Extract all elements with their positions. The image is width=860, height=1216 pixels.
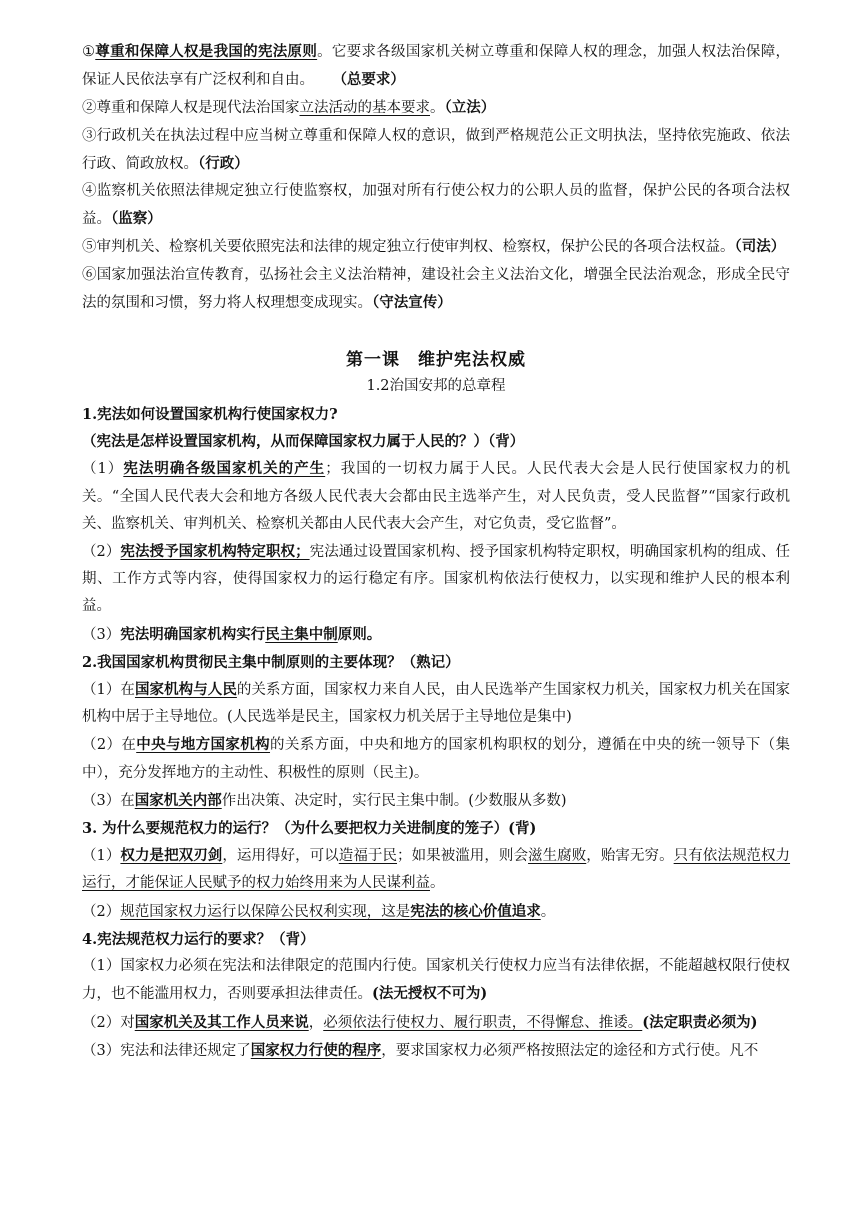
q1-item-3: （3）宪法明确国家机构实行民主集中制原则。	[82, 625, 382, 643]
q3-item-1: （1）权力是把双刃剑，运用得好，可以造福于民；如果被滥用，则会滋生腐败，贻害无穷。只有依法规范权力运行，才能保证人民赋予的权力始终用来为人民谋利益。	[82, 847, 791, 892]
para-3: ③行政机关在执法过程中应当树立尊重和保障人权的意识，做到严格规范公正文明执法，坚持依宪施政、依法行政、简政放权。（行政）	[82, 127, 790, 172]
question-4-title: 4.宪法规范权力运行的要求？（背）	[82, 930, 315, 948]
tag: （司法）	[734, 238, 786, 256]
key-phrase: 尊重和保障人权是我国的宪法原则	[95, 43, 318, 60]
tag: （立法）	[444, 99, 496, 117]
tag: （总要求）	[332, 71, 405, 89]
q4-item-1: （1）国家权力必须在宪法和法律限定的范围内行使。国家机关行使权力应当有法律依据，不能超越权限行使权力，也不能滥用权力，否则要承担法律责任。(法无授权不可为)	[82, 958, 790, 1003]
question-1-title: 1.宪法如何设置国家机构行使国家权力?	[82, 406, 338, 424]
q4-item-3: （3）宪法和法律还规定了国家权力行使的程序，要求国家权力必须严格按照法定的途径和方式行使。凡不	[82, 1041, 759, 1059]
para-5: ⑤审判机关、检察机关要依照宪法和法律的规定独立行使审判权、检察权，保护公民的各项合法权益。（司法）	[82, 238, 786, 256]
question-1-subtitle: （宪法是怎样设置国家机构，从而保障国家权力属于人民的？）（背）	[82, 433, 525, 451]
lesson-title: 第一课 维护宪法权威	[346, 350, 526, 371]
tag: （监察）	[111, 210, 162, 228]
q2-item-1: （1）在国家机构与人民的关系方面，国家权力来自人民，由人民选举产生国家权力机关，国家权力机关在国家机构中居于主导地位。(人民选举是民主，国家权力机关居于主导地位是集中)	[82, 681, 791, 726]
tag: （守法宣传）	[372, 293, 452, 311]
q1-item-2: （2）宪法授予国家机构特定职权；宪法通过设置国家机构、授予国家机构特定职权，明确国家机构的组成、任期、工作方式等内容，使得国家权力的运行稳定有序。国家机构依法行使权力，以实现和维护人民的根本利益。	[82, 543, 791, 615]
para-4: ④监察机关依照法律规定独立行使监察权，加强对所有行使公权力的公职人员的监督，保护公民的各项合法权益。（监察）	[82, 183, 790, 228]
para-2: ②尊重和保障人权是现代法治国家立法活动的基本要求。（立法）	[82, 99, 496, 117]
tag: （行政）	[198, 154, 249, 172]
para-6: ⑥国家加强法治宣传教育，弘扬社会主义法治精神，建设社会主义法治文化，增强全民法治观念，形成全民守法的氛围和习惯，努力将人权理想变成现实。（守法宣传）	[82, 266, 790, 311]
q1-item-1: （1）宪法明确各级国家机关的产生；我国的一切权力属于人民。人民代表大会是人民行使国家权力的机关。“全国人民代表大会和地方各级人民代表大会都由民主选举产生，对人民负责，受人民监督”“国家行政机关、监察机关、审判机关、检察机关都由人民代表大会产生，对它负责，受它监督”。	[82, 460, 791, 532]
section-title: 1.2治国安邦的总章程	[366, 378, 506, 395]
q3-item-2: （2）规范国家权力运行以保障公民权利实现，这是宪法的核心价值追求。	[82, 902, 556, 920]
q2-item-3: （3）在国家机关内部作出决策、决定时，实行民主集中制。(少数服从多数)	[82, 791, 567, 809]
q4-item-2: （2）对国家机关及其工作人员来说，必须依法行使权力、履行职责，不得懈怠、推诿。(法定职责必须为)	[82, 1013, 758, 1031]
question-3-title: 3. 为什么要规范权力的运行？（为什么要把权力关进制度的笼子）(背)	[82, 820, 537, 838]
q2-item-2: （2）在中央与地方国家机构的关系方面，中央和地方的国家机构职权的划分，遵循在中央的统一领导下（集中），充分发挥地方的主动性、积极性的原则（民主)。	[82, 736, 791, 781]
para-1: ①尊重和保障人权是我国的宪法原则。它要求各级国家机关树立尊重和保障人权的理念，加强人权法治保障，保证人民依法享有广泛权利和自由。 （总要求）	[82, 43, 791, 89]
document-page	[82, 38, 790, 1065]
question-2-title: 2.我国国家机构贯彻民主集中制原则的主要体现？（熟记）	[82, 653, 460, 671]
